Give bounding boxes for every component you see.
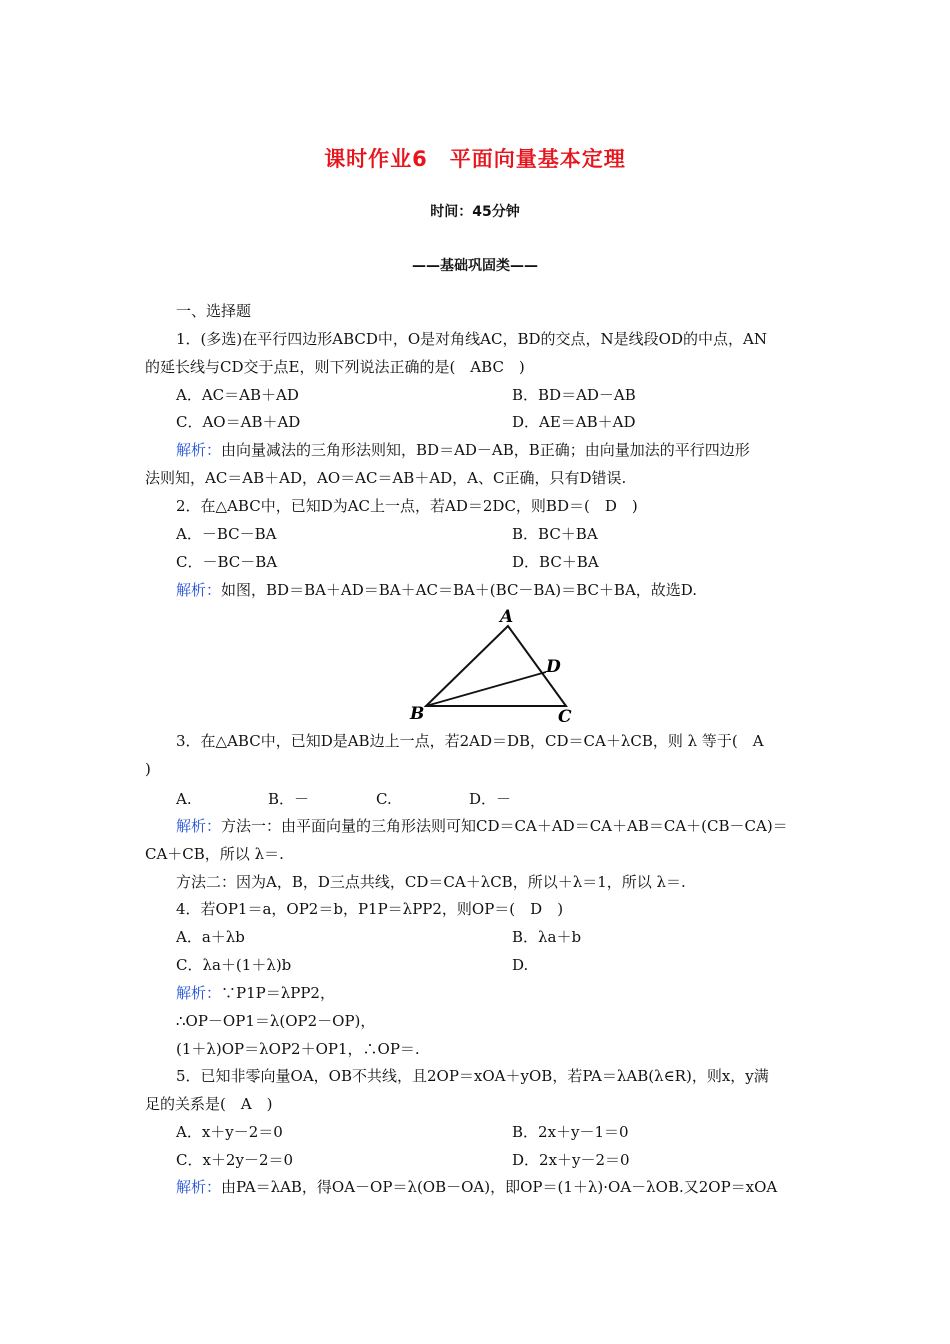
q1-option-b: B．BD＝AD－AB — [512, 386, 636, 404]
q1-analysis-text: 由向量减法的三角形法则知，BD＝AD－AB，B正确；由向量加法的平行四边形 — [221, 441, 750, 459]
q3-stem-line1: 3．在△ABC中，已知D是AB边上一点，若2AD＝DB，CD＝CA＋λCB，则 λ 等于( A — [176, 732, 764, 750]
q3-analysis-text: 方法一：由平面向量的三角形法则可知CD＝CA＋AD＝CA＋AB＝CA＋(CB－CA)＝ — [221, 817, 788, 835]
q2-analysis — [176, 580, 697, 600]
q3-option-c: C. — [376, 790, 392, 808]
q5-analysis — [176, 1177, 777, 1197]
q2-stem: 2．在△ABC中，已知D为AC上一点，若AD＝2DC，则BD＝( D ) — [176, 497, 638, 515]
triangle-figure — [400, 603, 590, 728]
triangle-abc — [426, 626, 566, 706]
q2-option-a: A．－BC－BA — [176, 525, 277, 543]
q1-analysis-line1 — [176, 440, 750, 460]
q1-option-c: C．AO＝AB＋AD — [176, 413, 301, 431]
q5-option-c: C．x＋2y－2＝0 — [176, 1151, 294, 1169]
q2-option-c: C．－BC－BA — [176, 553, 278, 571]
q3-analysis-line3: 方法二：因为A，B，D三点共线，CD＝CA＋λCB，所以＋λ＝1，所以 λ＝. — [176, 873, 686, 891]
q1-option-a: A．AC＝AB＋AD — [176, 386, 299, 404]
q3-option-b: B．－ — [268, 790, 310, 808]
section-heading: ——基础巩固类—— — [412, 258, 538, 274]
q2-option-b: B．BC＋BA — [512, 525, 598, 543]
analysis-label: 解析： — [176, 984, 222, 1002]
q5-stem-line1: 5．已知非零向量OA，OB不共线，且2OP＝xOA＋yOB，若PA＝λAB(λ∈R)，则x，y满 — [176, 1067, 769, 1085]
q3-analysis-line2: CA＋CB，所以 λ＝. — [145, 845, 284, 863]
q5-option-a: A．x＋y－2＝0 — [176, 1123, 283, 1141]
vertex-label-a: A — [500, 607, 514, 627]
analysis-label: 解析： — [176, 1178, 222, 1196]
page-title: 课时作业6 平面向量基本定理 — [324, 147, 626, 171]
q1-stem-line1: 1．(多选)在平行四边形ABCD中，O是对角线AC，BD的交点，N是线段OD的中点，AN — [176, 330, 767, 348]
q1-analysis-line2: 法则知，AC＝AB＋AD，AO＝AC＝AB＋AD，A、C正确，只有D错误. — [145, 469, 627, 487]
q4-analysis-line2: ∴OP－OP1＝λ(OP2－OP)， — [176, 1012, 376, 1030]
q5-option-d: D．2x＋y－2＝0 — [512, 1151, 630, 1169]
q3-analysis-line1 — [176, 816, 788, 836]
q5-analysis-text: 由PA＝λAB，得OA－OP＝λ(OB－OA)，即OP＝(1＋λ)·OA－λOB.又2OP＝xOA — [221, 1178, 778, 1196]
analysis-label: 解析： — [176, 441, 222, 459]
analysis-label: 解析： — [176, 817, 222, 835]
vertex-label-c: C — [558, 707, 572, 727]
q2-option-d: D．BC＋BA — [512, 553, 599, 571]
q4-option-a: A．a＋λb — [176, 928, 245, 946]
q3-option-a: A. — [176, 790, 192, 808]
q5-stem-line2: 足的关系是( A ) — [145, 1095, 273, 1113]
q4-stem: 4．若OP1＝a，OP2＝b，P1P＝λPP2，则OP＝( D ) — [176, 900, 564, 918]
q4-option-c: C．λa＋(1＋λ)b — [176, 956, 292, 974]
q5-option-b: B．2x＋y－1＝0 — [512, 1123, 629, 1141]
point-label-d: D — [546, 657, 561, 677]
q4-option-b: B．λa＋b — [512, 928, 582, 946]
q1-option-d: D．AE＝AB＋AD — [512, 413, 636, 431]
part-heading: 一、选择题 — [176, 302, 252, 320]
q4-analysis-text: ∵P1P＝λPP2， — [221, 984, 335, 1002]
time-limit: 时间：45分钟 — [430, 204, 520, 220]
q3-stem-line2: ) — [145, 760, 151, 778]
q1-stem-line2: 的延长线与CD交于点E，则下列说法正确的是( ABC ) — [145, 358, 525, 376]
q4-analysis-line3: (1＋λ)OP＝λOP2＋OP1，∴OP＝. — [176, 1040, 420, 1058]
analysis-label: 解析： — [176, 581, 222, 599]
q2-analysis-text: 如图，BD＝BA＋AD＝BA＋AC＝BA＋(BC－BA)＝BC＋BA，故选D. — [221, 581, 698, 599]
q4-option-d: D. — [512, 956, 529, 974]
q3-option-d: D．－ — [469, 790, 512, 808]
vertex-label-b: B — [410, 704, 425, 724]
q4-analysis-line1 — [176, 983, 335, 1003]
